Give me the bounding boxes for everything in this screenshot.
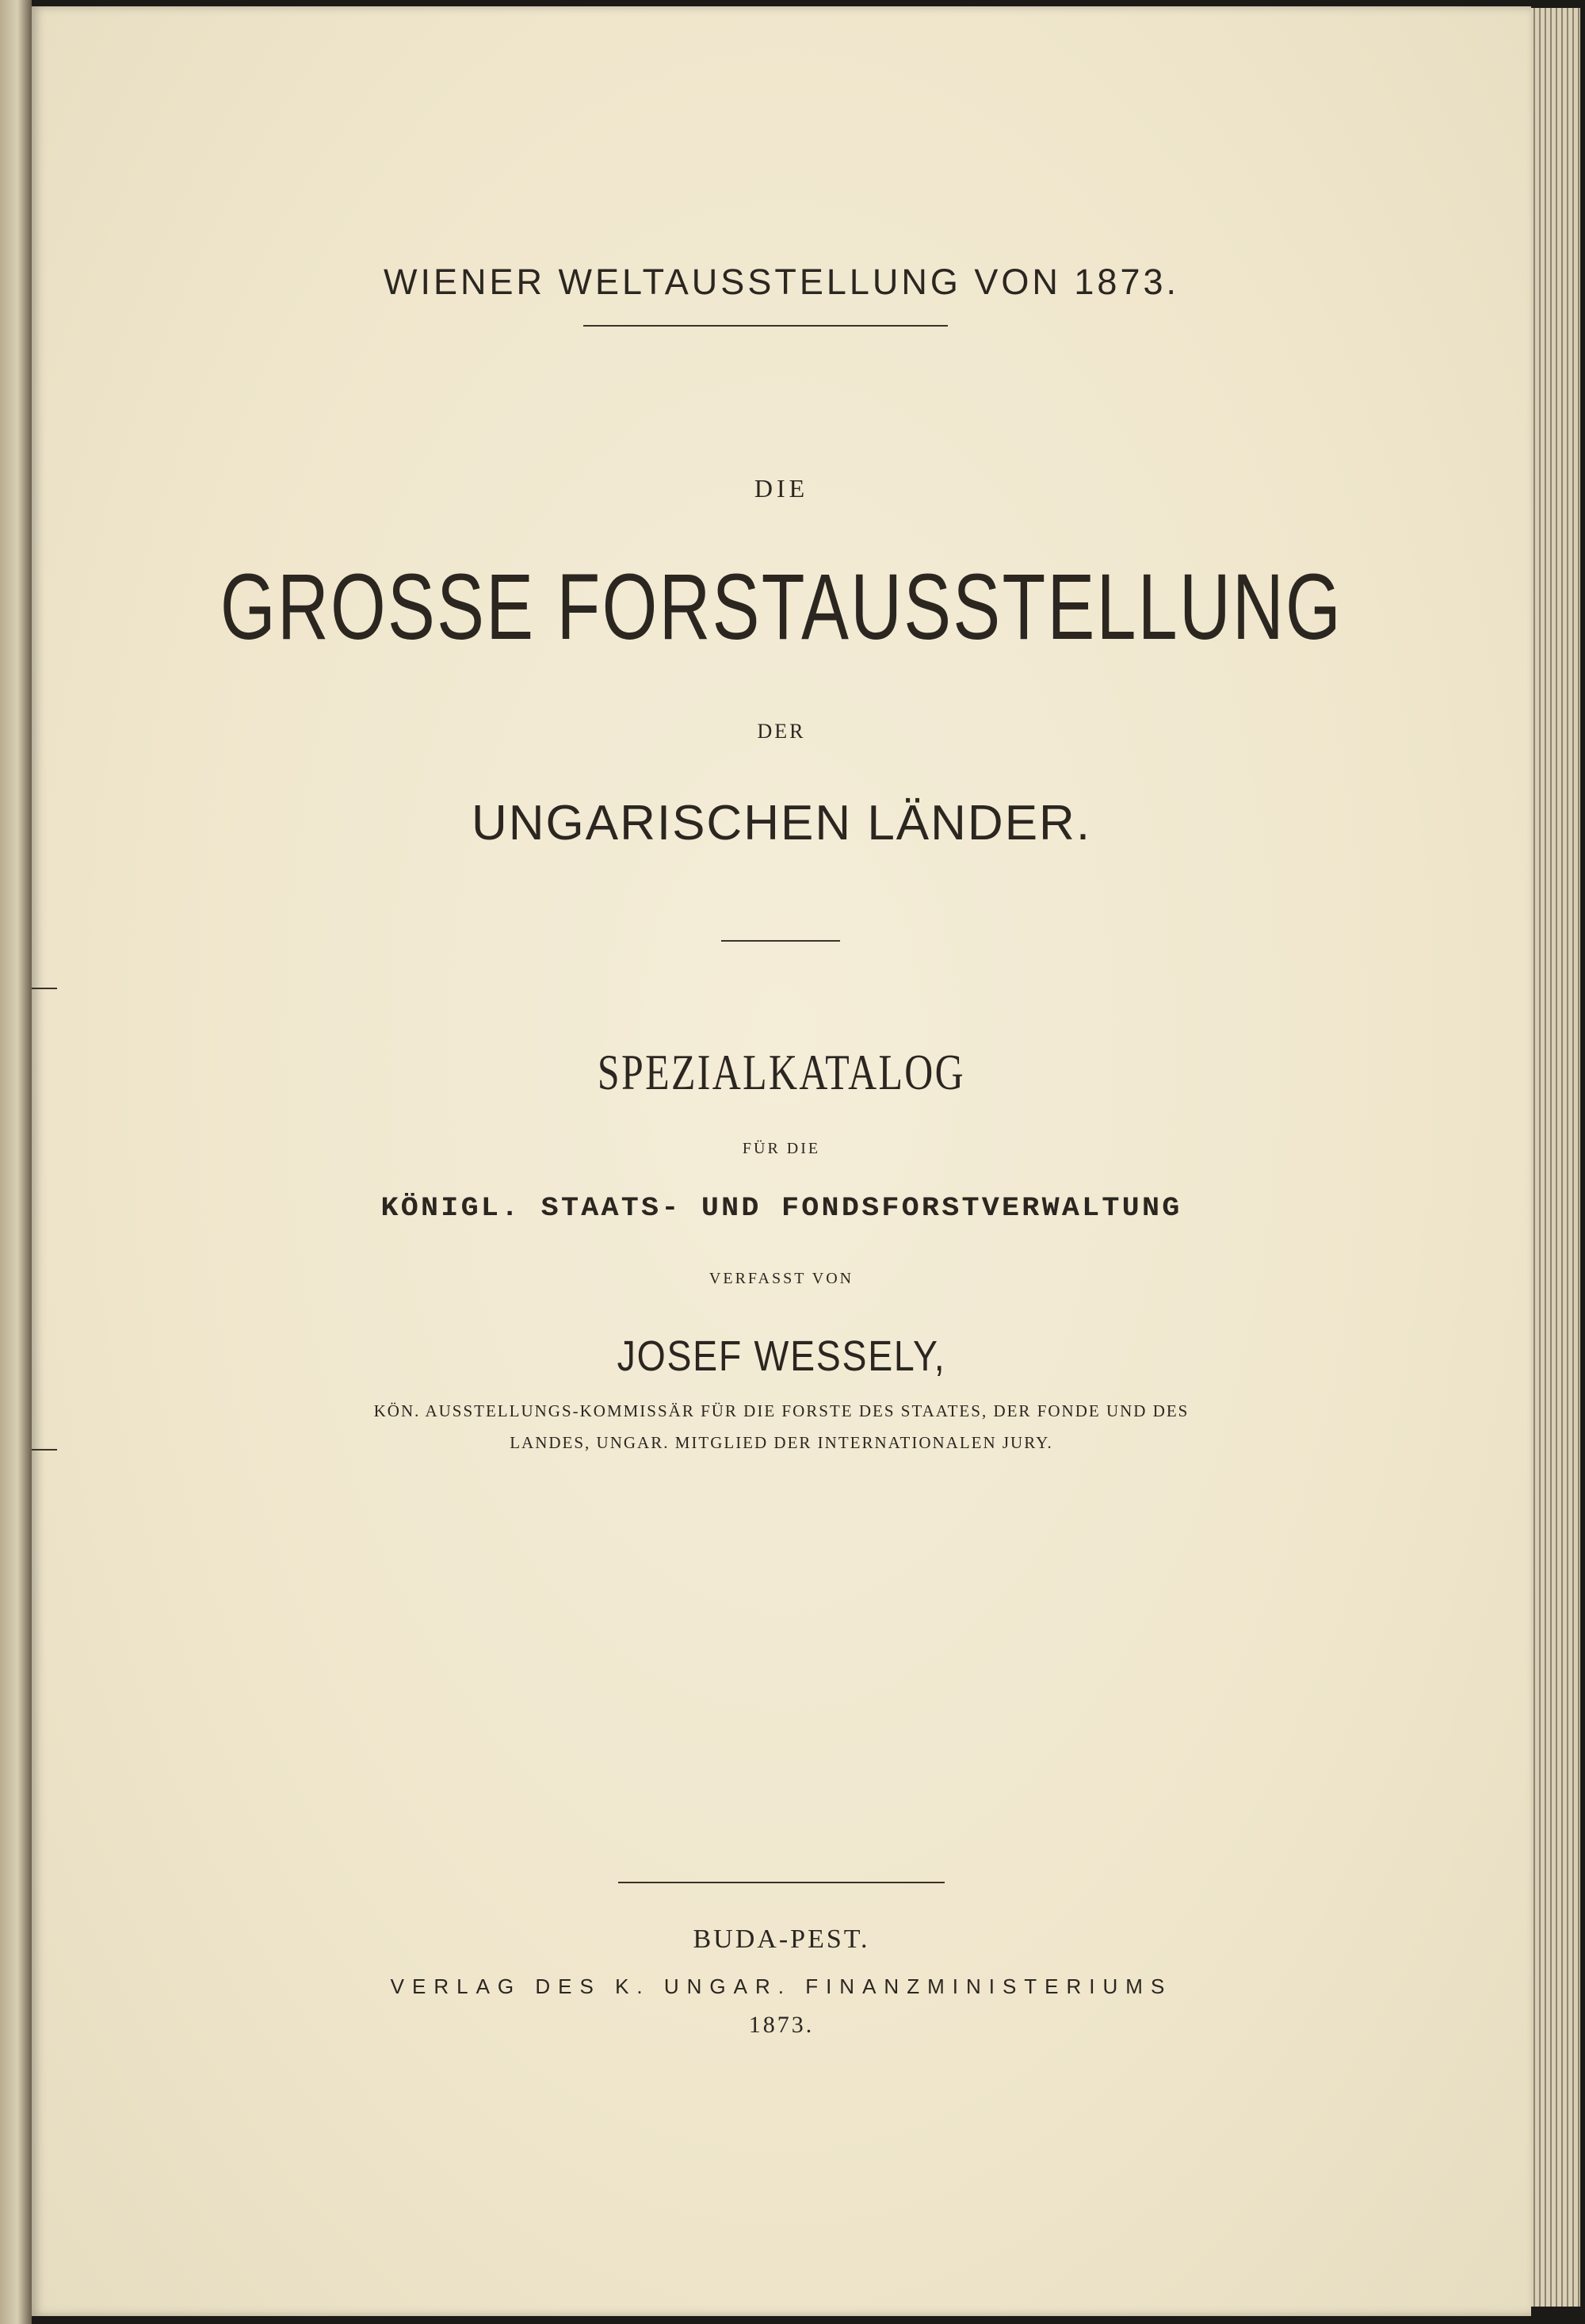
rule-above-imprint — [618, 1882, 945, 1883]
bleed-through-texture — [158, 704, 1395, 1893]
margin-mark-upper — [32, 988, 57, 989]
page-stack-edge — [1530, 8, 1580, 2307]
author-description-line-2: LANDES, UNGAR. MITGLIED DER INTERNATIONALEN JURY. — [510, 1433, 1053, 1452]
place-of-publication: BUDA-PEST. — [693, 1925, 870, 1954]
publication-year: 1873. — [748, 2012, 815, 2038]
subtitle: UNGARISCHEN LÄNDER. — [471, 796, 1092, 850]
previous-page-edge — [0, 0, 32, 2324]
margin-mark-lower — [32, 1449, 57, 1451]
main-title: GROSSE FORSTAUSSTELLUNG — [220, 555, 1343, 659]
written-by-label: VERFASST VON — [708, 1270, 854, 1287]
title-page — [32, 6, 1531, 2316]
for-the-label: FÜR DIE — [742, 1140, 821, 1157]
rule-under-heading — [583, 325, 948, 327]
publisher: VERLAG DES K. UNGAR. FINANZMINISTERIUMS — [390, 1974, 1173, 1998]
connector-label: DER — [757, 720, 806, 743]
author-description-line-1: KÖN. AUSSTELLUNGS-KOMMISSÄR FÜR DIE FORSTE DES STAATES, DER FONDE UND DES — [373, 1401, 1190, 1420]
catalog-title: SPEZIALKATALOG — [597, 1044, 966, 1100]
exhibition-heading: WIENER WELTAUSSTELLUNG VON 1873. — [383, 262, 1180, 302]
administration-name: KÖNIGL. STAATS- UND FONDSFORSTVERWALTUNG — [380, 1194, 1182, 1224]
rule-under-subtitle — [721, 940, 840, 942]
article-label: DIE — [754, 474, 809, 503]
author-name: JOSEF WESSELY, — [617, 1332, 946, 1380]
